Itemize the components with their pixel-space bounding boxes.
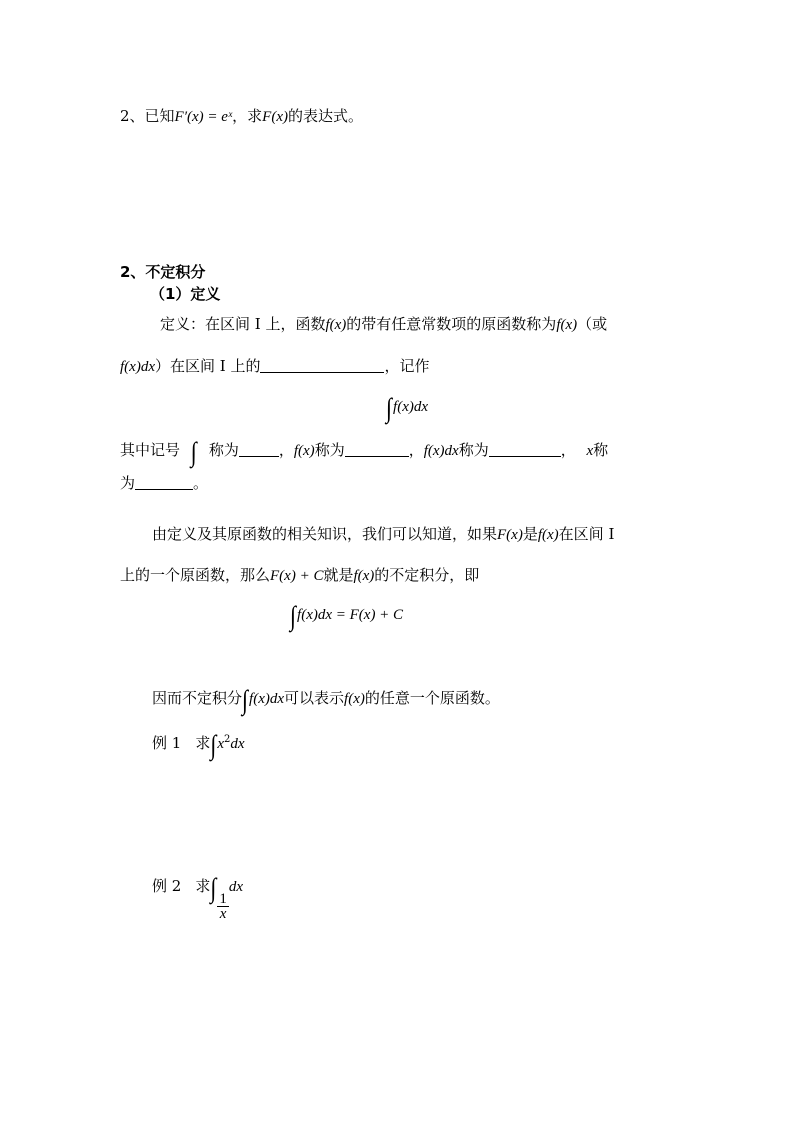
example-2 bbox=[152, 871, 244, 922]
para-text: 由定义及其原函数的相关知识，我们可以知道，如果 bbox=[152, 525, 498, 543]
para-math: F(x) + C bbox=[270, 568, 324, 584]
example-text: 求 bbox=[195, 877, 211, 895]
def-text: 称 bbox=[593, 441, 609, 459]
definition-line-1 bbox=[160, 314, 607, 335]
def-math: f(x)dx bbox=[120, 359, 155, 375]
para-math: f(x) bbox=[537, 527, 559, 543]
q2-prefix: 2、已知 bbox=[120, 107, 175, 125]
example-label: 例 1 bbox=[152, 734, 182, 752]
question-2-line bbox=[120, 106, 363, 127]
fill-blank bbox=[135, 475, 193, 490]
fill-blank bbox=[260, 358, 384, 373]
def-text: 称为 bbox=[314, 441, 345, 459]
para-text: 的不定积分，即 bbox=[374, 566, 480, 584]
def-math: x bbox=[586, 443, 594, 459]
integral-sign-icon: ∫ bbox=[242, 683, 249, 715]
section-title: 2、不定积分 bbox=[120, 263, 206, 281]
fraction-numerator: 1 bbox=[219, 891, 227, 907]
fraction bbox=[217, 892, 229, 921]
para-text: 就是 bbox=[323, 566, 354, 584]
paragraph-2-line-2 bbox=[120, 565, 479, 586]
integral-sign-icon: ∫ bbox=[190, 435, 197, 467]
example-1 bbox=[152, 728, 245, 760]
para-text: 上的一个原函数，那么 bbox=[120, 566, 271, 584]
fill-blank bbox=[239, 442, 279, 457]
q2-math-derivative: F′(x) = eˣ bbox=[174, 109, 233, 125]
q2-math-F: F(x) bbox=[262, 109, 288, 125]
para-text: 因而不定积分 bbox=[152, 689, 243, 707]
def-text: 的带有任意常数项的原函数称为 bbox=[346, 315, 557, 333]
def-math: f(x) bbox=[293, 443, 315, 459]
q2-suffix: 的表达式。 bbox=[287, 107, 363, 125]
para-text: 在区间 I bbox=[558, 525, 615, 543]
q2-mid: ，求 bbox=[232, 107, 263, 125]
def-text: 称为 bbox=[208, 441, 239, 459]
def-text: 定义：在区间 I 上，函数 bbox=[160, 315, 326, 333]
definition-line-2 bbox=[120, 356, 429, 377]
integral-sign-icon: ∫ bbox=[210, 871, 217, 903]
para-math: F(x) bbox=[497, 527, 523, 543]
fill-blank bbox=[345, 442, 409, 457]
para-math: f(x) bbox=[353, 568, 375, 584]
example-label: 例 2 bbox=[152, 877, 182, 895]
example-math-base: x bbox=[217, 736, 225, 752]
para-text: 可以表示 bbox=[284, 689, 345, 707]
para-math: f(x)dx bbox=[249, 691, 285, 707]
integral-sign-icon: ∫ bbox=[386, 391, 393, 423]
definition-line-4 bbox=[120, 473, 208, 493]
definition-formula bbox=[386, 391, 429, 423]
example-text: 求 bbox=[195, 734, 211, 752]
integral-sign-icon: ∫ bbox=[290, 599, 297, 631]
def-text: （或 bbox=[577, 315, 608, 333]
def-text: 为 bbox=[120, 474, 136, 492]
paragraph-2-line-1 bbox=[152, 524, 614, 545]
section-subtitle: （1）定义 bbox=[150, 285, 221, 303]
def-text: ，记作 bbox=[384, 357, 430, 375]
def-text: ）在区间 I 上的 bbox=[154, 357, 261, 375]
fraction-denominator: x bbox=[219, 906, 227, 922]
def-math: f(x) bbox=[556, 317, 578, 333]
integral-sign-icon: ∫ bbox=[210, 728, 217, 760]
example-math-exponent: 2 bbox=[224, 734, 231, 745]
antiderivative-formula bbox=[290, 599, 404, 631]
def-math: f(x) bbox=[325, 317, 347, 333]
example-math-dx: dx bbox=[230, 736, 245, 752]
definition-line-3: 其中记号 ∫ 称为 ，f(x)称为 ，f(x)dx称为 ， x称 bbox=[120, 435, 609, 467]
def-text: 其中记号 bbox=[120, 441, 181, 459]
paragraph-3 bbox=[152, 683, 500, 715]
para-text: 的任意一个原函数。 bbox=[364, 689, 500, 707]
example-math-dx: dx bbox=[228, 879, 244, 895]
para-math: f(x) bbox=[344, 691, 365, 707]
def-math: f(x)dx bbox=[423, 443, 459, 459]
def-text: 。 bbox=[193, 474, 209, 492]
formula-text: f(x)dx = F(x) + C bbox=[297, 607, 404, 623]
fill-blank bbox=[489, 442, 561, 457]
def-text: 称为 bbox=[458, 441, 489, 459]
para-text: 是 bbox=[522, 525, 538, 543]
formula-text: f(x)dx bbox=[393, 399, 429, 415]
